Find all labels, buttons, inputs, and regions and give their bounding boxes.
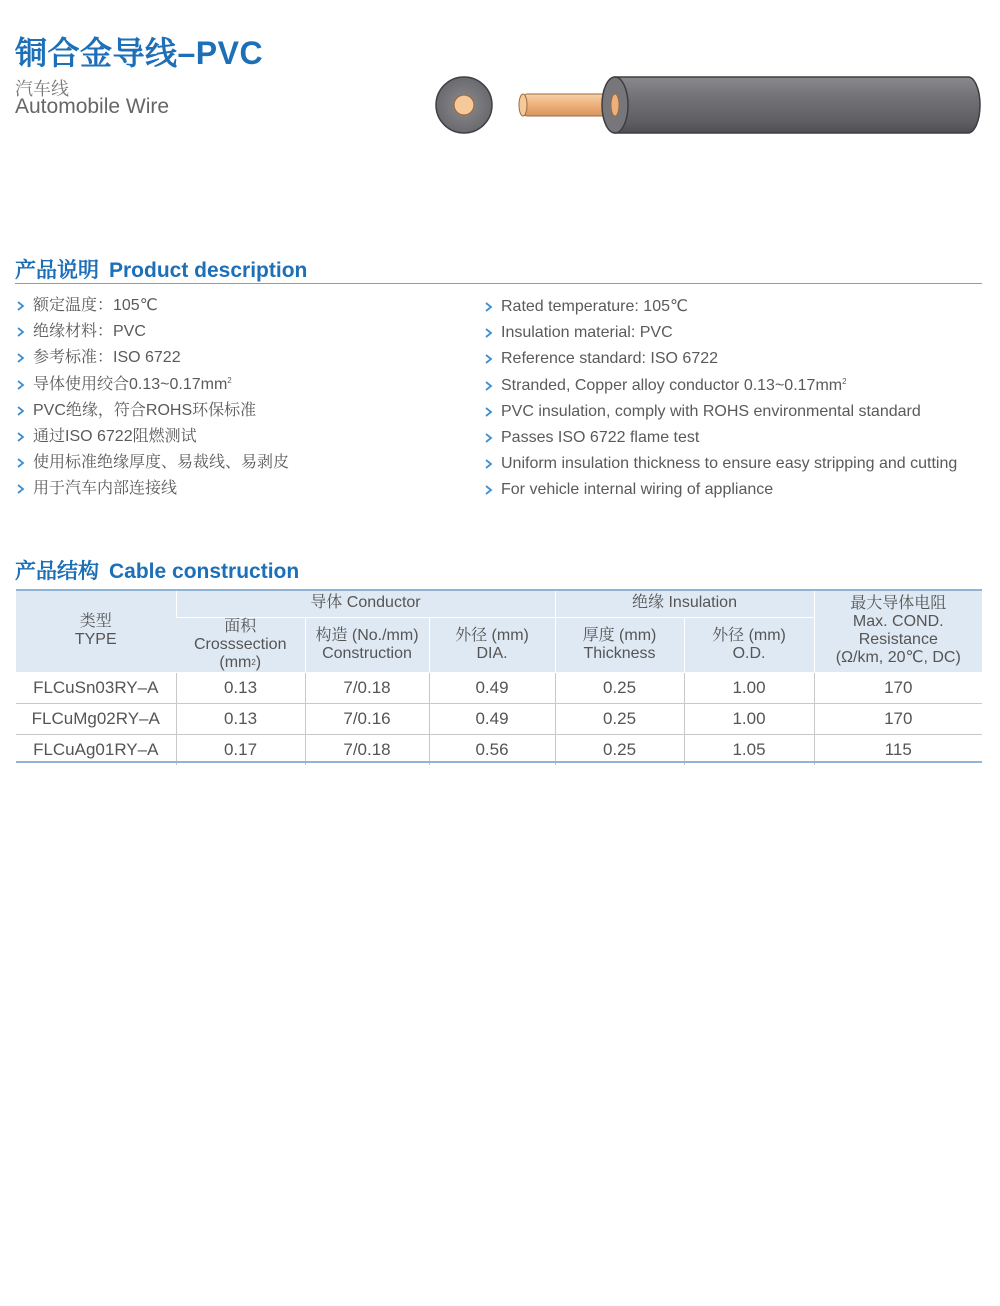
cell-thickness: 0.25 (555, 734, 684, 765)
chevron-right-icon (483, 346, 495, 372)
cell-resistance: 170 (814, 672, 982, 703)
description-list-en (483, 294, 957, 504)
list-item: 使用标准绝缘厚度、易裁线、易剥皮 (15, 450, 289, 476)
cell-crosssection: 0.13 (176, 672, 305, 703)
table-row (16, 703, 982, 734)
list-item: Stranded, Copper alloy conductor $0.13\sim 0.17mm^2$ (483, 373, 957, 399)
cell-type: FLCuSn03RY–A (16, 672, 176, 703)
page-title: 铜合金导线–PVC (15, 35, 264, 71)
chevron-right-icon (483, 294, 495, 320)
chevron-right-icon (15, 319, 27, 345)
list-item: 通过ISO 6722阻燃测试 (15, 424, 289, 450)
description-list-cn (15, 293, 289, 503)
cell-od: 1.00 (684, 672, 814, 703)
header-thickness: 厚度 (mm) Thickness (555, 617, 684, 672)
cable-cross-section (436, 77, 492, 133)
heading-cn: 产品说明 (15, 259, 99, 282)
cable-illustration (430, 70, 985, 140)
header-od: 外径 (mm) O.D. (684, 617, 814, 672)
cell-type: FLCuMg02RY–A (16, 703, 176, 734)
list-item: 绝缘材料：PVC (15, 319, 289, 345)
list-item: Insulation material: PVC (483, 320, 957, 346)
cell-od: 1.05 (684, 734, 814, 765)
cable-side-view (519, 77, 980, 133)
chevron-right-icon (15, 398, 27, 424)
list-item: 额定温度：105℃ (15, 293, 289, 319)
list-item: Passes ISO 6722 flame test (483, 425, 957, 451)
chevron-right-icon (483, 451, 495, 477)
chevron-right-icon (15, 476, 27, 502)
header-resistance: 最大导体电阻 Max. COND. Resistance (Ω/km, 20℃, DC) (814, 590, 982, 672)
cell-dia: 0.49 (429, 672, 555, 703)
header-insulation: 绝缘 Insulation (555, 590, 814, 617)
table-row (16, 672, 982, 703)
chevron-right-icon (15, 424, 27, 450)
cell-thickness: 0.25 (555, 672, 684, 703)
cell-resistance: 115 (814, 734, 982, 765)
construction-table (16, 590, 982, 765)
list-item: 用于汽车内部连接线 (15, 476, 289, 502)
chevron-right-icon (483, 477, 495, 503)
cell-crosssection: 0.13 (176, 703, 305, 734)
cell-dia: 0.49 (429, 703, 555, 734)
cell-od: 1.00 (684, 703, 814, 734)
list-item: 导体使用绞合$0.13\sim 0.17mm^2$ (15, 372, 289, 398)
header-dia: 外径 (mm) DIA. (429, 617, 555, 672)
cell-construction: 7/0.18 (305, 734, 429, 765)
cell-construction: 7/0.16 (305, 703, 429, 734)
chevron-right-icon (483, 399, 495, 425)
heading-en: Product description (109, 259, 308, 282)
chevron-right-icon (483, 425, 495, 451)
table-row (16, 734, 982, 765)
chevron-right-icon (15, 293, 27, 319)
cable-construction-heading (15, 555, 299, 585)
list-item: PVC insulation, comply with ROHS environmental standard (483, 399, 957, 425)
list-item: For vehicle internal wiring of appliance (483, 477, 957, 503)
list-item: Uniform insulation thickness to ensure easy stripping and cutting (483, 451, 957, 477)
cell-dia: 0.56 (429, 734, 555, 765)
subtitle-english: Automobile Wire (15, 95, 170, 118)
heading-cn: 产品结构 (15, 560, 99, 583)
product-description-heading (15, 254, 307, 284)
subtitle-chinese: 汽车线 (15, 79, 69, 99)
cell-thickness: 0.25 (555, 703, 684, 734)
chevron-right-icon (15, 372, 27, 398)
cell-resistance: 170 (814, 703, 982, 734)
chevron-right-icon (15, 345, 27, 371)
list-item: Reference standard: ISO 6722 (483, 346, 957, 372)
list-item: 参考标准：ISO 6722 (15, 345, 289, 371)
chevron-right-icon (483, 373, 495, 399)
divider (15, 283, 982, 284)
list-item: PVC绝缘，符合ROHS环保标准 (15, 398, 289, 424)
heading-en: Cable construction (109, 560, 300, 583)
table-bottom-border (16, 761, 982, 763)
cell-crosssection: 0.17 (176, 734, 305, 765)
table-top-border (16, 589, 982, 591)
header-conductor: 导体 Conductor (176, 590, 555, 617)
cell-construction: 7/0.18 (305, 672, 429, 703)
cell-type: FLCuAg01RY–A (33, 739, 159, 759)
header-type: 类型 TYPE (16, 590, 176, 672)
header-construction: 构造 (No./mm) Construction (305, 617, 429, 672)
chevron-right-icon (15, 450, 27, 476)
chevron-right-icon (483, 320, 495, 346)
list-item: Rated temperature: 105℃ (483, 294, 957, 320)
header-crosssection: 面积 Crosssection $(mm^2)$ (176, 617, 305, 672)
